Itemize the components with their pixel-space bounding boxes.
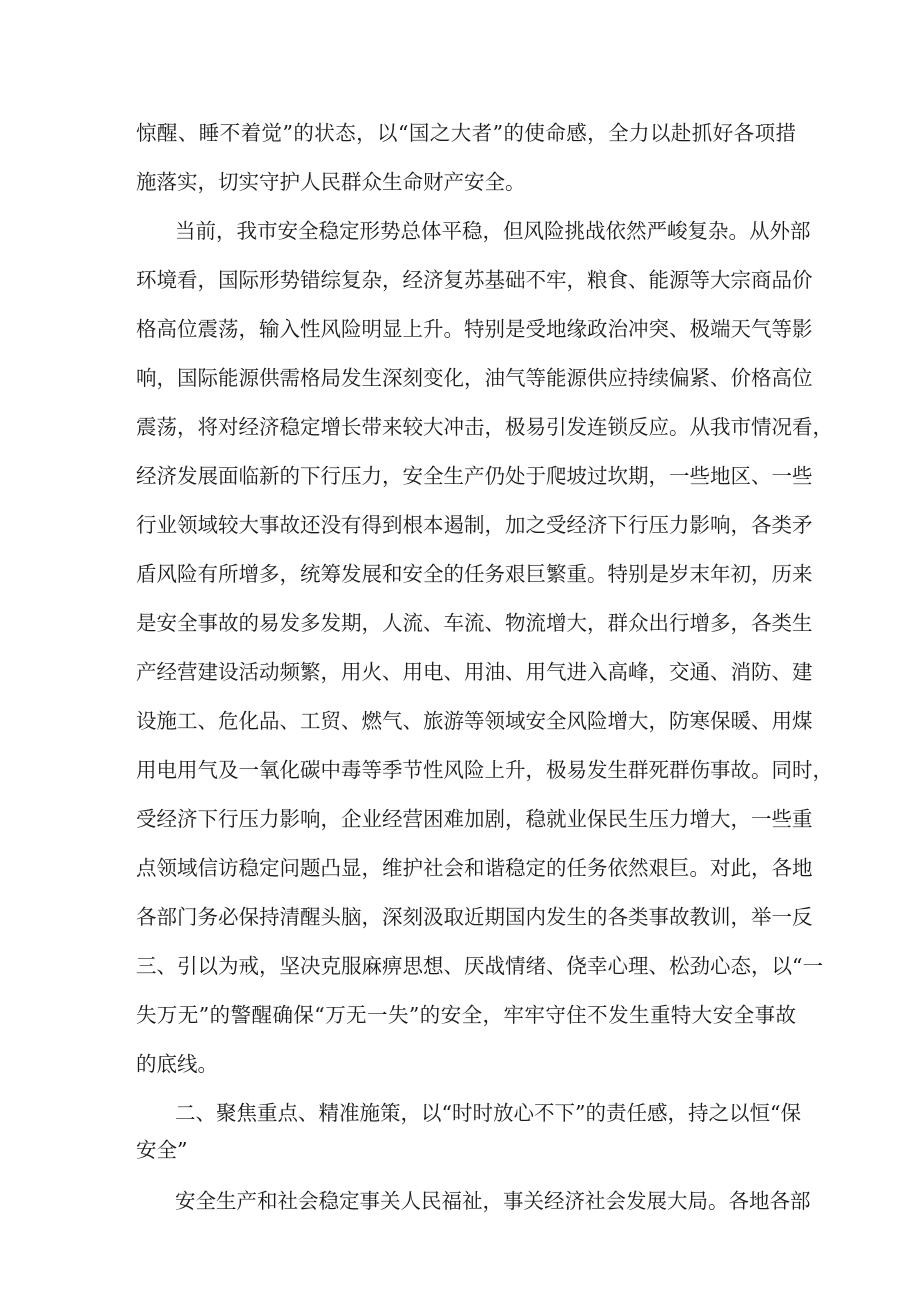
section-heading-line: 二、聚焦重点、精准施策，以“时时放心不下”的责任感，持之以恒“保 xyxy=(175,1101,801,1125)
body-text-line: 失万无”的警醒确保“万无一失”的安全，牢牢守住不发生重特大安全事故 xyxy=(136,1003,796,1027)
body-text-line: 盾风险有所增多，统筹发展和安全的任务艰巨繁重。特别是岁末年初，历来 xyxy=(136,562,813,586)
body-text-line: 点领域信访稳定问题凸显，维护社会和谐稳定的任务依然艰巨。对此，各地 xyxy=(136,856,813,880)
body-text-line: 惊醒、睡不着觉”的状态，以“国之大者”的使命感，全力以赴抓好各项措 xyxy=(136,121,796,145)
section-heading-line: 安全” xyxy=(136,1138,188,1162)
paragraph-first-line: 安全生产和社会稳定事关人民福祉，事关经济社会发展大局。各地各部 xyxy=(175,1189,811,1213)
body-text-line: 设施工、危化品、工贸、燃气、旅游等领域安全风险增大，防寒保暖、用煤 xyxy=(136,709,813,733)
body-text-line: 行业领域较大事故还没有得到根本遏制，加之受经济下行压力影响，各类矛 xyxy=(136,513,813,537)
body-text-line: 受经济下行压力影响，企业经营困难加剧，稳就业保民生压力增大，一些重 xyxy=(136,807,813,831)
body-text-line: 震荡，将对经济稳定增长带来较大冲击，极易引发连锁反应。从我市情况看， xyxy=(136,415,833,439)
body-text-line: 施落实，切实守护人民群众生命财产安全。 xyxy=(136,170,526,194)
body-text-line: 的底线。 xyxy=(136,1052,218,1076)
body-text-line: 各部门务必保持清醒头脑，深刻汲取近期国内发生的各类事故教训，举一反 xyxy=(136,905,813,929)
body-text-line: 格高位震荡，输入性风险明显上升。特别是受地缘政治冲突、极端天气等影 xyxy=(136,317,813,341)
body-text-line: 三、引以为戒，坚决克服麻痹思想、厌战情绪、侥幸心理、松劲心态，以“一 xyxy=(136,954,823,978)
paragraph-first-line: 当前，我市安全稳定形势总体平稳，但风险挑战依然严峻复杂。从外部 xyxy=(175,219,811,243)
body-text-line: 用电用气及一氧化碳中毒等季节性风险上升，极易发生群死群伤事故。同时， xyxy=(136,758,833,782)
body-text-line: 响，国际能源供需格局发生深刻变化，油气等能源供应持续偏紧、价格高位 xyxy=(136,366,813,390)
body-text-line: 产经营建设活动频繁，用火、用电、用油、用气进入高峰，交通、消防、建 xyxy=(136,660,813,684)
body-text-line: 是安全事故的易发多发期，人流、车流、物流增大，群众出行增多，各类生 xyxy=(136,611,813,635)
body-text-line: 环境看，国际形势错综复杂，经济复苏基础不牢，粮食、能源等大宗商品价 xyxy=(136,268,813,292)
body-text-line: 经济发展面临新的下行压力，安全生产仍处于爬坡过坎期，一些地区、一些 xyxy=(136,464,813,488)
